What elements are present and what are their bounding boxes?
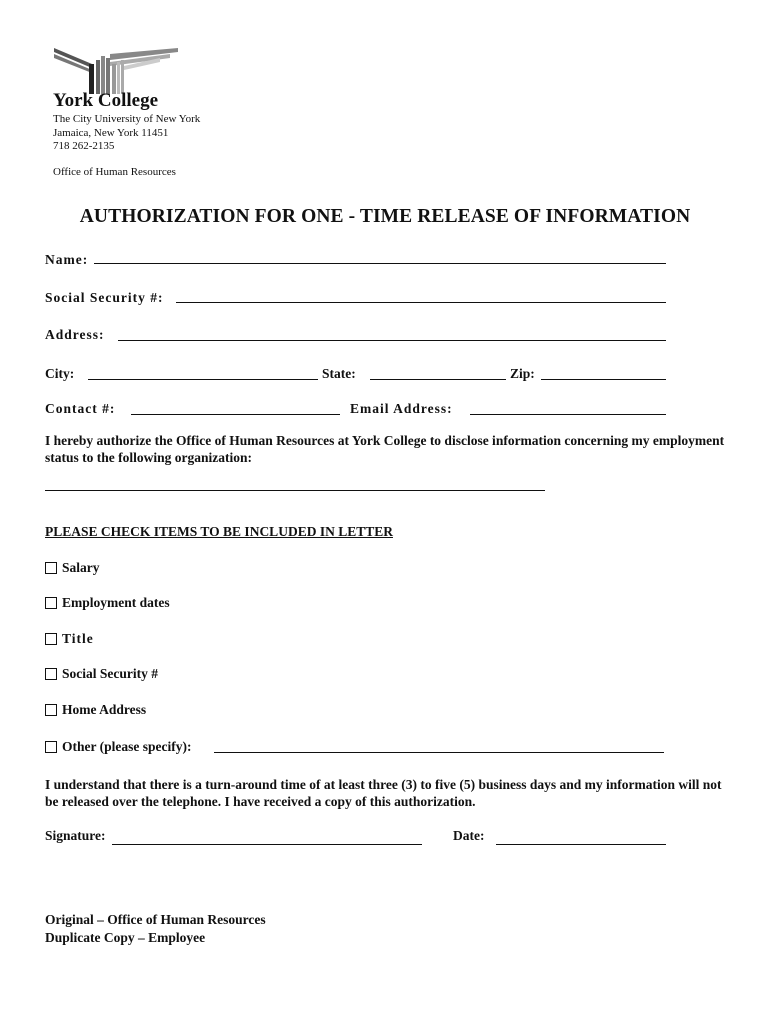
checkbox-row-other <box>45 739 191 755</box>
footer-duplicate: Duplicate Copy – Employee <box>45 930 206 945</box>
phone-line: 718 262-2135 <box>53 140 115 152</box>
form-title: AUTHORIZATION FOR ONE - TIME RELEASE OF INFORMATION <box>79 206 691 227</box>
email-label: Email Address: <box>350 401 453 416</box>
zip-field[interactable] <box>541 379 666 380</box>
checkbox-row-title <box>45 631 94 647</box>
other-label: Other (please specify): <box>62 739 192 754</box>
understanding-text: I understand that there is a turn-around time of at least three (3) to five (5) business days and my information will not be released over the telephone. I have received a copy of this authorization. <box>45 777 722 809</box>
title-checkbox[interactable] <box>45 633 57 645</box>
home-address-label: Home Address <box>62 702 147 717</box>
contact-label: Contact #: <box>45 401 116 416</box>
date-field[interactable] <box>496 844 666 845</box>
city-label: City: <box>45 366 75 381</box>
name-field[interactable] <box>94 263 666 264</box>
footer-original: Original – Office of Human Resources <box>45 912 266 927</box>
employment-dates-label: Employment dates <box>62 595 170 610</box>
city-field[interactable] <box>88 379 318 380</box>
check-items-heading: PLEASE CHECK ITEMS TO BE INCLUDED IN LETTER <box>45 524 393 539</box>
state-field[interactable] <box>370 379 506 380</box>
other-specify-field[interactable] <box>214 752 664 753</box>
other-checkbox[interactable] <box>45 741 57 753</box>
ssn-item-label: Social Security # <box>62 666 158 681</box>
date-label: Date: <box>453 828 485 843</box>
ssn-label: Social Security #: <box>45 290 164 305</box>
address-line-1: The City University of New York <box>53 113 201 125</box>
title-label: Title <box>62 631 94 646</box>
authorization-text: I hereby authorize the Office of Human Resources at York College to disclose information concerning my employment status to the following organization: <box>45 433 725 465</box>
checkbox-row-home-address <box>45 702 146 718</box>
york-college-logo <box>52 46 182 96</box>
address-label: Address: <box>45 327 105 342</box>
signature-field[interactable] <box>112 844 422 845</box>
checkbox-row-salary <box>45 560 100 576</box>
checkbox-row-ssn <box>45 666 158 682</box>
ssn-checkbox[interactable] <box>45 668 57 680</box>
zip-label: Zip: <box>510 366 535 381</box>
office-name: Office of Human Resources <box>53 166 176 178</box>
signature-label: Signature: <box>45 828 106 843</box>
employment-dates-checkbox[interactable] <box>45 597 57 609</box>
name-label: Name: <box>45 252 89 267</box>
checkbox-row-employment-dates <box>45 595 170 611</box>
address-line-2: Jamaica, New York 11451 <box>53 127 169 139</box>
salary-label: Salary <box>62 560 100 575</box>
salary-checkbox[interactable] <box>45 562 57 574</box>
state-label: State: <box>322 366 356 381</box>
home-address-checkbox[interactable] <box>45 704 57 716</box>
contact-field[interactable] <box>131 414 340 415</box>
address-field[interactable] <box>118 340 666 341</box>
organization-field[interactable] <box>45 490 545 491</box>
email-field[interactable] <box>470 414 666 415</box>
college-name: York College <box>53 90 159 111</box>
ssn-field[interactable] <box>176 302 666 303</box>
